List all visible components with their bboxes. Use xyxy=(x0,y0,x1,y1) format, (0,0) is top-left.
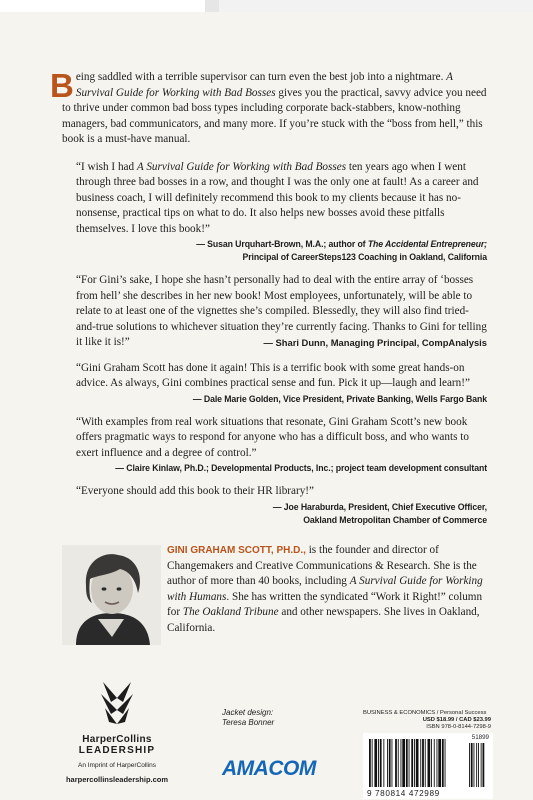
barcode-bar xyxy=(416,739,419,787)
drop-cap: B xyxy=(50,67,74,104)
barcode-bar xyxy=(372,739,373,787)
testimonial-text: “Everyone should add this book to their HR library!” xyxy=(76,485,314,497)
top-edge-strip xyxy=(0,0,533,12)
testimonial-attribution-line2: Oakland Metropolitan Chamber of Commerce xyxy=(303,513,487,525)
barcode-area xyxy=(363,710,493,799)
barcode-bar xyxy=(438,739,441,787)
barcode-bar xyxy=(425,739,426,787)
harpercollins-flame-icon xyxy=(97,680,137,726)
testimonial-attribution: — Shari Dunn, Managing Principal, CompAnalysis xyxy=(263,337,487,348)
barcode-bar xyxy=(383,739,384,787)
testimonial-text: “Gini Graham Scott has done it again! This is a terrific book with some great hands-on advice. As always, Gini combines practical sense and fun. Pick it up—laugh and learn!” xyxy=(76,361,470,389)
intro-text-2: gives you the practical, savvy advice you need to thrive under common bad boss types including corporate back-stabbers, know-nothing managers, bad communicators, and many more. If you’re stuck with the “boss from hell,” this book is a must-have manual. xyxy=(62,86,487,145)
testimonial-4 xyxy=(62,415,487,475)
barcode-bar xyxy=(434,739,435,787)
barcode-bar xyxy=(395,739,397,787)
barcode-bar xyxy=(406,739,408,787)
barcode-bar xyxy=(422,739,424,787)
barcode-bar xyxy=(369,739,371,787)
author-bio-text-3: and other newspapers. She lives in Oakland, California. xyxy=(167,606,480,634)
jacket-designer: Teresa Bonner xyxy=(222,718,275,727)
book-description xyxy=(50,67,487,148)
barcode-bar xyxy=(402,739,405,787)
barcode-addon-bar xyxy=(481,743,482,787)
barcode-bar xyxy=(411,739,413,787)
barcode-addon: 51899 xyxy=(471,734,489,741)
barcode-digits: 9 780814 472989 xyxy=(367,789,440,798)
back-cover-text xyxy=(50,67,487,536)
barcode-bar xyxy=(431,739,432,787)
barcode-bar xyxy=(378,739,379,787)
author-name: GINI GRAHAM SCOTT, PH.D., xyxy=(167,545,306,556)
barcode-bar xyxy=(428,739,431,787)
publisher-imprint: An Imprint of HarperCollins xyxy=(77,762,157,769)
book-category: BUSINESS & ECONOMICS / Personal Success xyxy=(363,710,487,716)
book-isbn: ISBN 978-0-8144-7298-9 xyxy=(426,724,491,730)
testimonial-5 xyxy=(62,484,487,526)
barcode-bar xyxy=(392,739,393,787)
barcode-bar xyxy=(380,739,382,787)
barcode-addon-bar xyxy=(483,743,485,787)
testimonial-3 xyxy=(62,361,487,405)
barcode xyxy=(363,733,493,799)
publisher-division: LEADERSHIP xyxy=(78,745,156,756)
publisher-url: harpercollinsleadership.com xyxy=(65,775,169,784)
attribution-name: — Susan Urquhart-Brown, M.A.; author of xyxy=(196,238,368,249)
testimonial-1 xyxy=(62,160,487,264)
publisher-name: HarperCollins xyxy=(82,734,152,745)
barcode-bar xyxy=(409,739,410,787)
testimonial-attribution xyxy=(105,237,487,250)
attribution-book-title: The Accidental Entrepreneur; xyxy=(367,238,487,249)
testimonial-attribution: — Dale Marie Golden, Vice President, Private Banking, Wells Fargo Bank xyxy=(192,392,487,404)
barcode-bar xyxy=(420,739,421,787)
barcode-bar xyxy=(398,739,399,787)
amacom-logo: AMACOM xyxy=(222,757,316,780)
barcode-bar xyxy=(437,739,438,787)
testimonial-text: “With examples from real work situations that resonate, Gini Graham Scott’s new book offers pragmatic ways to respond for anyone who has a difficult boss, and who wants to exert influence and a degree of control.” xyxy=(76,415,469,459)
publisher-logo xyxy=(62,680,172,784)
barcode-addon-bar xyxy=(478,743,479,787)
barcode-addon-bar xyxy=(476,743,477,787)
testimonial-text xyxy=(76,273,487,351)
barcode-bar xyxy=(442,739,444,787)
author-bio-newspaper: The Oakland Tribune xyxy=(182,606,279,618)
barcode-addon-bar xyxy=(469,743,470,787)
barcode-bar xyxy=(401,739,402,787)
intro-text-1: eing saddled with a terrible supervisor can turn even the best job into a nightmare. xyxy=(75,71,444,83)
author-bio-book-title: A Survival Guide for Working with Humans xyxy=(167,575,483,603)
author-bio-text-1: is the founder and director of Changemakers and Creative Communications & Research. She is the author of more than 40 books, including xyxy=(167,544,477,587)
author-bio-text-2: . She has written the syndicated “Work it Right!” column for xyxy=(167,590,483,618)
barcode-addon-bar xyxy=(474,743,475,787)
jacket-label: Jacket design: xyxy=(222,708,274,717)
jacket-credit xyxy=(222,708,274,728)
testimonial-attribution: — Claire Kinlaw, Ph.D.; Developmental Products, Inc.; project team development consultant xyxy=(115,462,487,473)
barcode-addon-bar xyxy=(471,743,473,787)
barcode-bar xyxy=(414,739,415,787)
testimonial-2 xyxy=(62,273,487,351)
barcode-bar xyxy=(374,739,377,787)
barcode-bar xyxy=(445,739,446,787)
testimonial-text-post: ten years ago when I went through three bad bosses in a row, and thought I was the only one at fault! As a career and business coach, I will definitely recommend this book to my clients because it has no-nonsense, practical tips on what to do. It also helps new bosses avoid these pitfalls themselves. I love this book!” xyxy=(76,160,479,235)
author-photo xyxy=(62,545,161,645)
barcode-bar xyxy=(387,739,388,787)
author-bio xyxy=(167,543,489,636)
author-portrait-icon xyxy=(62,545,161,645)
testimonial-book-title: A Survival Guide for Working with Bad Bosses xyxy=(136,160,347,173)
testimonial-quote: “For Gini’s sake, I hope she hasn’t personally had to deal with the entire array of ‘bosses from hell’ she describes in her new book! Most employees, unfortunately, will be able to relate to at least one of the vignettes she’s compiled. Blessedly, they will also find tried-and-true solutions to whichever situation they’re currently facing. Thanks to Gini for telling it like it is!” xyxy=(76,274,487,348)
intro-book-title: A Survival Guide for Working with Bad Bosses xyxy=(75,71,453,99)
testimonial-attribution: — Joe Haraburda, President, Chief Executive Officer, xyxy=(272,500,487,512)
testimonial-text xyxy=(76,160,487,238)
testimonial-attribution-line2: Principal of CareerSteps123 Coaching in Oakland, California xyxy=(242,251,487,262)
book-price: USD $18.99 / CAD $23.99 xyxy=(422,717,491,723)
barcode-bar xyxy=(389,739,391,787)
testimonial-text-pre: “I wish I had xyxy=(76,160,137,173)
